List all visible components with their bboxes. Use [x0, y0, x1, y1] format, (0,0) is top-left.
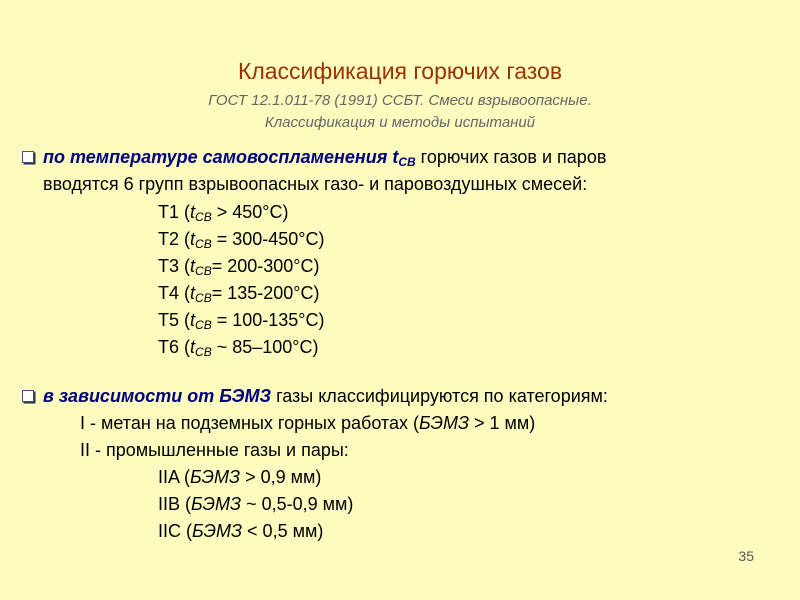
subcategory-iic [158, 520, 323, 542]
group-value: = 100-135°С) [211, 310, 325, 330]
category-1-bemz: БЭМЗ [418, 413, 470, 433]
group-t: t [190, 283, 196, 303]
subcat-bemz: БЭМЗ [190, 467, 241, 487]
section2-lead-rest: газы классифицируются по категориям: [271, 386, 608, 406]
subcategory-iib [158, 493, 353, 515]
checkbox-bullet-icon [22, 390, 34, 402]
group-sub: СВ [195, 345, 212, 359]
slide-title: Классификация горючих газов [237, 58, 563, 84]
group-name: Т1 ( [158, 202, 191, 222]
slide-subtitle-line1: ГОСТ 12.1.011-78 (1991) ССБТ. Смеси взрывоопасные. [208, 92, 592, 109]
group-t: t [190, 310, 196, 330]
subcat-name: IIC ( [158, 521, 192, 541]
group-t4 [158, 282, 319, 304]
group-sub: СВ [195, 210, 212, 224]
group-value: ~ 85–100°С) [211, 337, 319, 357]
section1-lead-sub: СВ [398, 155, 416, 169]
page-number: 35 [738, 548, 754, 564]
group-value: = 135-200°С) [211, 283, 320, 303]
group-value: = 200-300°С) [211, 256, 320, 276]
subcat-name: IIA ( [158, 467, 191, 487]
group-name: Т6 ( [158, 337, 191, 357]
group-sub: СВ [195, 264, 212, 278]
group-sub: СВ [195, 318, 212, 332]
group-name: Т2 ( [158, 229, 191, 249]
group-t: t [190, 337, 196, 357]
category-2: II - промышленные газы и пары: [80, 440, 349, 460]
section2-lead: в зависимости от БЭМЗ [43, 386, 272, 406]
subcat-bemz: БЭМЗ [191, 494, 242, 514]
subcat-value: ~ 0,5-0,9 мм) [241, 494, 354, 514]
group-sub: СВ [195, 291, 212, 305]
category-1-prefix: I - метан на подземных горных работах ( [80, 413, 419, 433]
group-t5 [158, 309, 324, 331]
category-1-suffix: > 1 мм) [469, 413, 536, 433]
checkbox-bullet-icon [22, 151, 34, 163]
group-t: t [190, 256, 196, 276]
section1-lead-line [43, 146, 606, 168]
group-sub: СВ [195, 237, 212, 251]
group-t: t [190, 202, 196, 222]
group-value: > 450°С) [211, 202, 289, 222]
subcategory-iia [158, 466, 321, 488]
subcat-value: > 0,9 мм) [240, 467, 322, 487]
category-1 [80, 412, 535, 434]
section2-lead-line [43, 385, 608, 407]
subcat-value: < 0,5 мм) [242, 521, 324, 541]
group-t: t [190, 229, 196, 249]
group-t3 [158, 255, 319, 277]
group-t1 [158, 201, 288, 223]
group-t6 [158, 336, 318, 358]
slide-subtitle-line2: Классификация и методы испытаний [264, 114, 536, 131]
section1-lead: по температуре самовоспламенения t [43, 147, 399, 167]
group-value: = 300-450°С) [211, 229, 325, 249]
group-t2 [158, 228, 324, 250]
group-name: Т4 ( [158, 283, 191, 303]
subcat-bemz: БЭМЗ [192, 521, 243, 541]
group-name: Т3 ( [158, 256, 191, 276]
section1-lead-rest: горючих газов и паров [415, 147, 607, 167]
subcat-name: IIB ( [158, 494, 192, 514]
section1-line2: вводятся 6 групп взрывоопасных газо- и паровоздушных смесей: [43, 174, 588, 194]
group-name: Т5 ( [158, 310, 191, 330]
